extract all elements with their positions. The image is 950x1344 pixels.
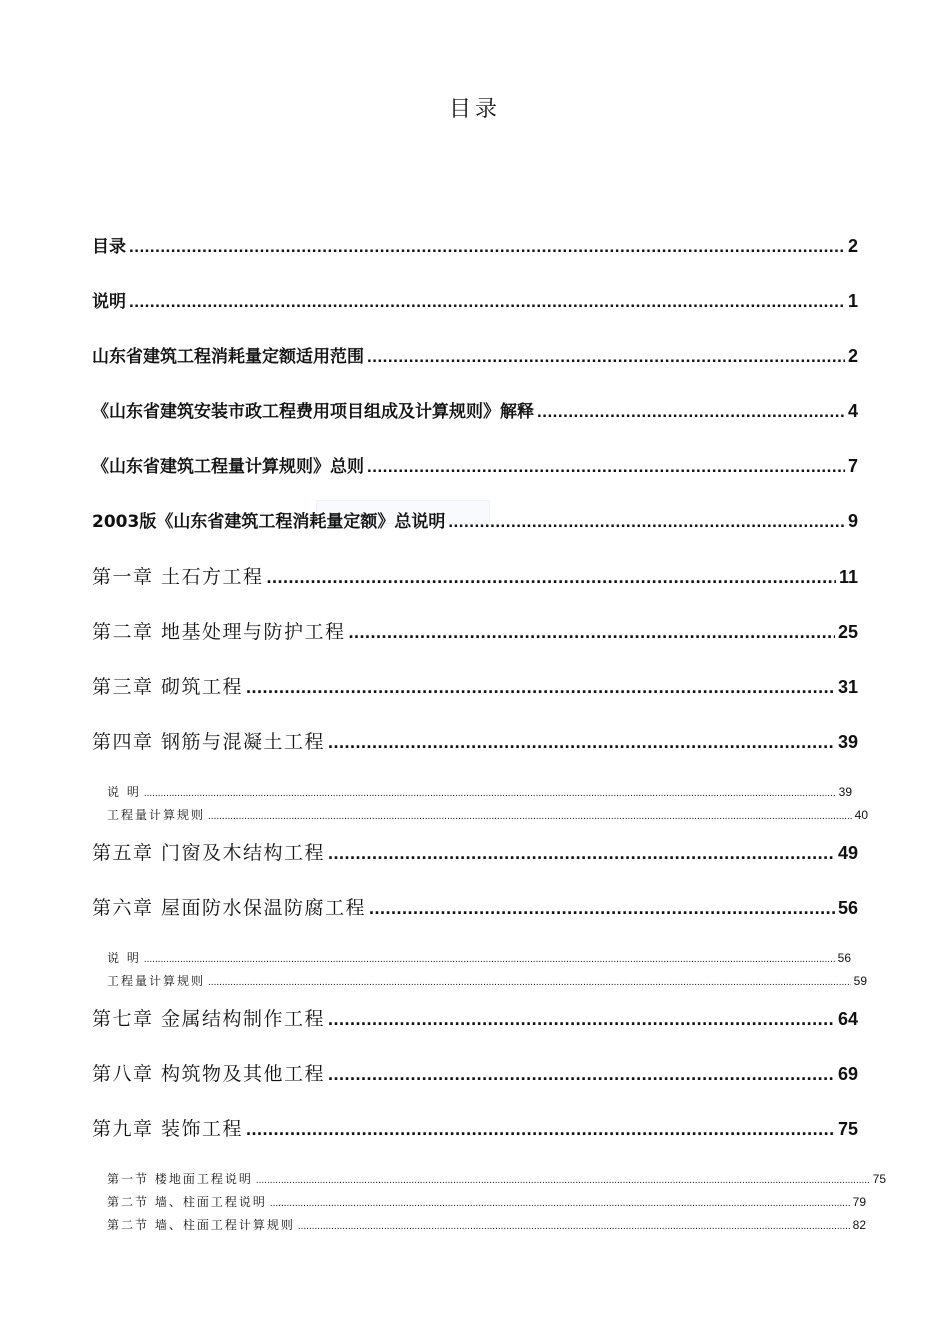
toc-page-number: 4 bbox=[847, 401, 858, 421]
toc-entry[interactable] bbox=[92, 671, 858, 703]
toc-page-number: 79 bbox=[852, 1195, 866, 1209]
toc-entry[interactable] bbox=[92, 1003, 858, 1035]
toc-entry[interactable] bbox=[92, 231, 858, 261]
toc-page-number: 49 bbox=[837, 843, 858, 863]
toc-subentry-title: 第二节 墙、柱面工程说明 bbox=[107, 1195, 267, 1209]
toc-entry[interactable] bbox=[92, 616, 858, 648]
toc-entry[interactable] bbox=[92, 341, 858, 371]
toc-page-number: 25 bbox=[837, 622, 858, 642]
toc-page-number: 56 bbox=[837, 898, 858, 918]
toc-subentry-title: 说 明 bbox=[107, 951, 141, 965]
toc-leader bbox=[129, 232, 845, 262]
toc-entry-title: 目录 bbox=[92, 237, 126, 257]
toc-entry[interactable] bbox=[92, 506, 858, 536]
toc-leader bbox=[144, 784, 836, 804]
toc-leader bbox=[367, 342, 845, 372]
toc-page-number: 40 bbox=[854, 808, 868, 822]
toc-page-number: 1 bbox=[847, 291, 858, 311]
toc-page-number: 31 bbox=[837, 677, 858, 697]
toc-page-number: 75 bbox=[872, 1172, 886, 1186]
toc-entry-title: 《山东省建筑工程量计算规则》总则 bbox=[92, 457, 364, 477]
toc-subentry-title: 工程量计算规则 bbox=[107, 974, 206, 988]
toc-entry[interactable] bbox=[92, 286, 858, 316]
toc-subentry[interactable] bbox=[107, 782, 852, 802]
toc-subentry[interactable] bbox=[107, 971, 867, 991]
toc-page-number: 2 bbox=[847, 236, 858, 256]
toc-leader bbox=[246, 1113, 835, 1145]
toc-leader bbox=[448, 507, 845, 537]
toc-subentry-title: 说 明 bbox=[107, 785, 141, 799]
toc-leader bbox=[328, 726, 835, 758]
toc-entry-title: 第三章 砌筑工程 bbox=[92, 676, 244, 698]
toc-leader bbox=[129, 287, 845, 317]
toc-subentry-title: 第一节 楼地面工程说明 bbox=[107, 1172, 253, 1186]
toc-page-number: 11 bbox=[838, 567, 858, 587]
toc-page-number: 69 bbox=[837, 1064, 858, 1084]
toc-page-number: 75 bbox=[837, 1119, 858, 1139]
toc-subentry-title: 工程量计算规则 bbox=[107, 808, 206, 822]
toc-page-number: 82 bbox=[852, 1218, 866, 1232]
toc-page-number: 7 bbox=[847, 456, 858, 476]
toc-subentry[interactable] bbox=[107, 1169, 886, 1189]
toc-leader bbox=[208, 807, 852, 827]
toc-leader bbox=[246, 671, 835, 703]
page-title: 目录 bbox=[448, 97, 501, 122]
toc-entry[interactable] bbox=[92, 837, 858, 869]
toc-leader bbox=[328, 837, 835, 869]
toc-entry[interactable] bbox=[92, 1058, 858, 1090]
toc-entry-title: 第六章 屋面防水保温防腐工程 bbox=[92, 897, 367, 919]
toc-subentry[interactable] bbox=[107, 948, 851, 968]
toc-page-number: 39 bbox=[837, 732, 858, 752]
toc-entry[interactable] bbox=[92, 1113, 858, 1145]
toc-entry[interactable] bbox=[92, 726, 858, 758]
toc-page-number: 64 bbox=[837, 1009, 858, 1029]
toc-leader bbox=[349, 616, 835, 648]
toc-entry-title: 第八章 构筑物及其他工程 bbox=[92, 1063, 326, 1085]
toc-entry-title: 第四章 钢筋与混凝土工程 bbox=[92, 731, 326, 753]
toc-subentry[interactable] bbox=[107, 805, 868, 825]
toc-leader bbox=[144, 950, 835, 970]
toc-leader bbox=[298, 1217, 850, 1237]
toc-leader bbox=[367, 452, 845, 482]
toc-entry-title: 第二章 地基处理与防护工程 bbox=[92, 621, 346, 643]
toc-entry-title: 第七章 金属结构制作工程 bbox=[92, 1008, 326, 1030]
toc-leader bbox=[270, 1194, 850, 1214]
toc-leader bbox=[537, 397, 845, 427]
toc-entry-title: 第一章 土石方工程 bbox=[92, 566, 264, 588]
toc-entry-title: 《山东省建筑安装市政工程费用项目组成及计算规则》解释 bbox=[92, 402, 534, 422]
toc-entry[interactable] bbox=[92, 892, 858, 924]
toc-page-number: 2 bbox=[847, 346, 858, 366]
toc-entry[interactable] bbox=[92, 396, 858, 426]
toc-entry[interactable] bbox=[92, 451, 858, 481]
toc-subentry[interactable] bbox=[107, 1215, 866, 1235]
toc-entry-title: 第五章 门窗及木结构工程 bbox=[92, 842, 326, 864]
toc-page-number: 39 bbox=[838, 785, 852, 799]
toc-entry-title: 山东省建筑工程消耗量定额适用范围 bbox=[92, 347, 364, 367]
toc-entry[interactable] bbox=[92, 561, 858, 593]
toc-page-number: 56 bbox=[837, 951, 851, 965]
toc-page-number: 9 bbox=[847, 511, 858, 531]
toc-page-number: 59 bbox=[853, 974, 867, 988]
toc-leader bbox=[256, 1171, 870, 1191]
toc-leader bbox=[328, 1058, 835, 1090]
toc-entry-title: 2003版《山东省建筑工程消耗量定额》总说明 bbox=[92, 512, 446, 532]
toc-subentry[interactable] bbox=[107, 1192, 866, 1212]
toc-leader bbox=[267, 561, 836, 593]
toc-subentry-title: 第二节 墙、柱面工程计算规则 bbox=[107, 1218, 295, 1232]
toc-leader bbox=[328, 1003, 835, 1035]
toc-leader bbox=[208, 973, 851, 993]
toc-entry-title: 第九章 装饰工程 bbox=[92, 1118, 244, 1140]
toc-entry-title: 说明 bbox=[92, 292, 126, 312]
toc-leader bbox=[369, 892, 835, 924]
